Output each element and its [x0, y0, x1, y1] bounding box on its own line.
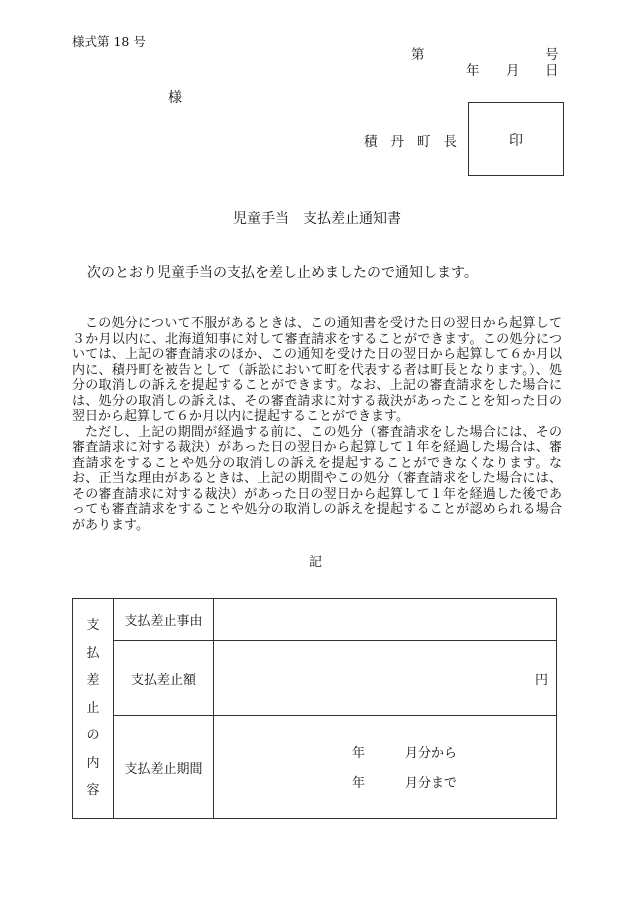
reason-value[interactable] — [214, 599, 557, 641]
doc-number-prefix: 第 — [411, 47, 425, 63]
issuer-title — [364, 130, 457, 150]
detail-table — [72, 598, 557, 819]
period-to-year: 年 — [352, 776, 366, 791]
issuer-char: 町 — [417, 134, 431, 150]
intro-text: 次のとおり児童手当の支払を差し止めましたので通知します。 — [87, 265, 478, 281]
issuer-char: 積 — [364, 134, 378, 150]
issuer-char: 長 — [443, 134, 457, 150]
ki-heading: 記 — [309, 555, 323, 570]
seal-mark: 印 — [509, 133, 523, 149]
appeal-paragraph: ただし、上記の期間が経過する前に、この処分（審査請求をした場合には、その審査請求に対する裁決）があった日の翌日から起算して１年を経過した場合は、審査請求をすることや処分の取消しの訴えを提起することができなくなります。なお、正当な理由があるときは、上記の期間やこの処分（審査請求をした場合には、その審査請求に対する裁決）があった日の翌日から起算して１年を経過した後であっても審査請求をすることや処分の取消しの訴えを提起することが認められる場合があります。 — [72, 424, 562, 533]
side-header-char: 内 — [86, 755, 100, 771]
date-day: 日 — [545, 63, 559, 79]
side-header-char: 止 — [86, 700, 100, 716]
side-header-char: 容 — [86, 783, 100, 799]
date-month: 月 — [506, 63, 520, 79]
side-header-char: の — [86, 728, 100, 744]
period-value[interactable] — [214, 716, 557, 819]
side-header — [73, 599, 114, 819]
table-row — [73, 716, 557, 819]
table-row — [73, 641, 557, 716]
document-title: 児童手当 支払差止通知書 — [233, 211, 401, 227]
period-to-month: 月分まで — [405, 776, 458, 791]
appeal-notice — [72, 316, 562, 533]
side-header-char: 払 — [86, 645, 100, 661]
reason-label: 支払差止事由 — [114, 599, 214, 641]
doc-number-suffix: 号 — [545, 47, 559, 63]
issuer-char: 丹 — [390, 134, 404, 150]
period-from-month: 月分から — [405, 746, 458, 761]
period-label: 支払差止期間 — [114, 716, 214, 819]
table-row — [73, 599, 557, 641]
addressee-honorific: 様 — [168, 90, 182, 106]
seal-box — [468, 102, 564, 176]
amount-value[interactable] — [214, 641, 557, 716]
appeal-paragraph: この処分について不服があるときは、この通知書を受けた日の翌日から起算して３か月以内に、北海道知事に対して審査請求をすることができます。この処分については、上記の審査請求のほか、この通知を受けた日の翌日から起算して６か月以内に、積丹町を被告として（訴訟において町を代表する者は町長となります。）、処分の取消しの訴えを提起することができます。なお、上記の審査請求をした場合には、処分の取消しの訴えは、その審査請求に対する裁決があったことを知った日の翌日から起算して６か月以内に提起することができます。 — [72, 316, 562, 424]
form-number: 様式第 18 号 — [72, 34, 146, 49]
period-from-year: 年 — [352, 746, 366, 761]
yen-unit: 円 — [534, 672, 548, 688]
date-year: 年 — [466, 63, 480, 79]
side-header-char: 支 — [86, 618, 100, 634]
amount-label: 支払差止額 — [114, 641, 214, 716]
side-header-char: 差 — [86, 673, 100, 689]
